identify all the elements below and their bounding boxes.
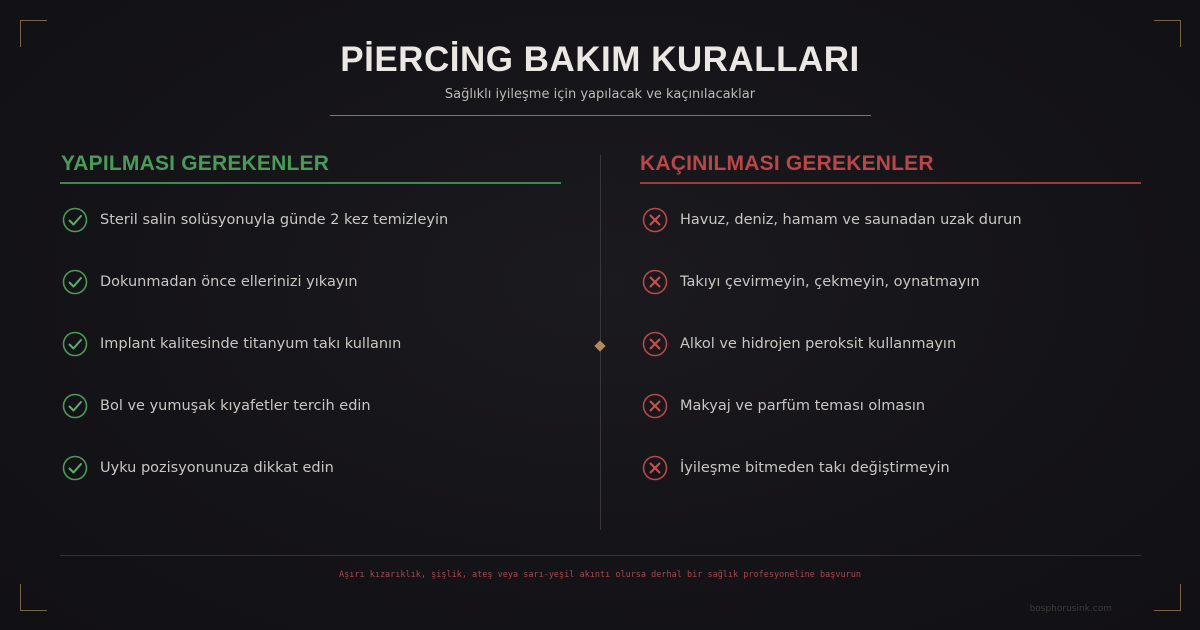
x-circle-icon	[642, 331, 668, 357]
corner-frame-bottom-right	[1154, 584, 1181, 611]
donts-item	[642, 454, 950, 482]
dos-item	[62, 330, 401, 358]
corner-frame-bottom-left	[20, 584, 47, 611]
donts-item-label: İyileşme bitmeden takı değiştirmeyin	[680, 460, 950, 476]
dos-item	[62, 454, 334, 482]
dos-item-label: Bol ve yumuşak kıyafetler tercih edin	[100, 398, 371, 414]
check-circle-icon	[62, 269, 88, 295]
dos-item-label: Uyku pozisyonunuza dikkat edin	[100, 460, 334, 476]
donts-item	[642, 268, 980, 296]
donts-item-label: Alkol ve hidrojen peroksit kullanmayın	[680, 336, 957, 352]
footer-divider	[60, 555, 1141, 556]
check-circle-icon	[62, 331, 88, 357]
dos-heading-rule	[60, 182, 561, 184]
dos-item-label: Dokunmadan önce ellerinizi yıkayın	[100, 274, 358, 290]
donts-heading-rule	[640, 182, 1141, 184]
dos-item-label: Implant kalitesinde titanyum takı kullanın	[100, 336, 402, 352]
brand-watermark: bosphorusink.com	[1029, 604, 1112, 614]
dos-heading: YAPILMASI GEREKENLER	[61, 152, 330, 175]
x-circle-icon	[642, 455, 668, 481]
x-circle-icon	[642, 207, 668, 233]
dos-item-label: Steril salin solüsyonuyla günde 2 kez temizleyin	[100, 212, 449, 228]
donts-item	[642, 392, 925, 420]
title-underline	[330, 115, 871, 116]
warning-notice: Aşırı kızarıklık, şişlik, ateş veya sarı-yeşil akıntı olursa derhal bir sağlık profesyoneline başvurun	[339, 570, 861, 580]
donts-item-label: Havuz, deniz, hamam ve saunadan uzak durun	[680, 212, 1022, 228]
x-circle-icon	[642, 393, 668, 419]
dos-item	[62, 206, 448, 234]
dos-item	[62, 268, 358, 296]
donts-heading: KAÇINILMASI GEREKENLER	[640, 152, 934, 175]
donts-item-label: Makyaj ve parfüm teması olmasın	[680, 398, 926, 414]
divider-diamond-ornament	[594, 340, 605, 351]
page-title: PİERCİNG BAKIM KURALLARI	[340, 40, 860, 79]
donts-item	[642, 330, 956, 358]
check-circle-icon	[62, 207, 88, 233]
donts-item	[642, 206, 1022, 234]
check-circle-icon	[62, 393, 88, 419]
dos-item	[62, 392, 371, 420]
check-circle-icon	[62, 455, 88, 481]
x-circle-icon	[642, 269, 668, 295]
page-subtitle: Sağlıklı iyileşme için yapılacak ve kaçınılacaklar	[444, 87, 756, 102]
donts-item-label: Takıyı çevirmeyin, çekmeyin, oynatmayın	[680, 274, 980, 290]
